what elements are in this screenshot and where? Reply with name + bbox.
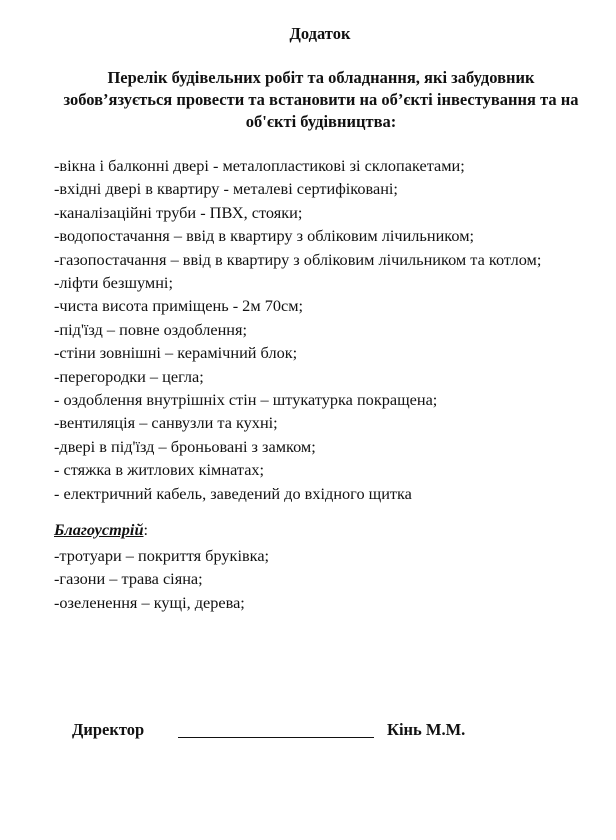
works-list-item: -вентиляція – санвузли та кухні; bbox=[54, 413, 278, 433]
landscaping-heading bbox=[54, 520, 148, 540]
works-list-item: -перегородки – цегла; bbox=[54, 366, 204, 386]
appendix-title: Додаток bbox=[289, 24, 351, 43]
works-list-item: -вікна і балконні двері - металопластикові зі склопакетами; bbox=[54, 156, 465, 175]
landscaping-title: Благоустрій bbox=[54, 520, 144, 539]
landscaping-list-item: -озеленення – кущі, дерева; bbox=[54, 592, 245, 612]
signatory-role: Директор bbox=[72, 720, 145, 739]
document-heading: Перелік будівельних робіт та обладнання, які забудовник зобов’язується провести та встановити на об’єкті інвестування та на об'єкті будівництва: bbox=[63, 68, 579, 131]
works-list-item: -чиста висота приміщень - 2м 70см; bbox=[54, 296, 304, 316]
landscaping-title-suffix: : bbox=[143, 520, 149, 539]
works-list-item: -ліфти безшумні; bbox=[54, 273, 173, 293]
works-list-item: - електричний кабель, заведений до вхідного щитка bbox=[54, 483, 412, 503]
works-list-item: -каналізаційні труби - ПВХ, стояки; bbox=[54, 202, 303, 222]
works-list-item: - оздоблення внутрішніх стін – штукатурка покращена; bbox=[54, 390, 438, 410]
landscaping-list bbox=[54, 544, 594, 614]
signature-line bbox=[178, 737, 374, 738]
works-list-item: -стіни зовнішні – керамічний блок; bbox=[54, 343, 298, 363]
works-list-item: -вхідні двері в квартиру - металеві сертифіковані; bbox=[54, 179, 398, 199]
landscaping-list-item: -газони – трава сіяна; bbox=[54, 569, 203, 589]
signatory-name: Кінь М.М. bbox=[387, 720, 466, 739]
works-list-item: -газопостачання – ввід в квартиру з обліковим лічильником та котлом; bbox=[54, 249, 542, 269]
works-list-item: -водопостачання – ввід в квартиру з обліковим лічильником; bbox=[54, 226, 475, 246]
works-list-item: -під'їзд – повне оздоблення; bbox=[54, 319, 248, 339]
signature-row bbox=[72, 720, 572, 744]
works-list bbox=[54, 154, 594, 505]
works-list-item: -двері в під'їзд – броньовані з замком; bbox=[54, 436, 316, 456]
works-list-item: - стяжка в житлових кімнатах; bbox=[54, 460, 265, 480]
landscaping-list-item: -тротуари – покриття бруківка; bbox=[54, 546, 270, 565]
